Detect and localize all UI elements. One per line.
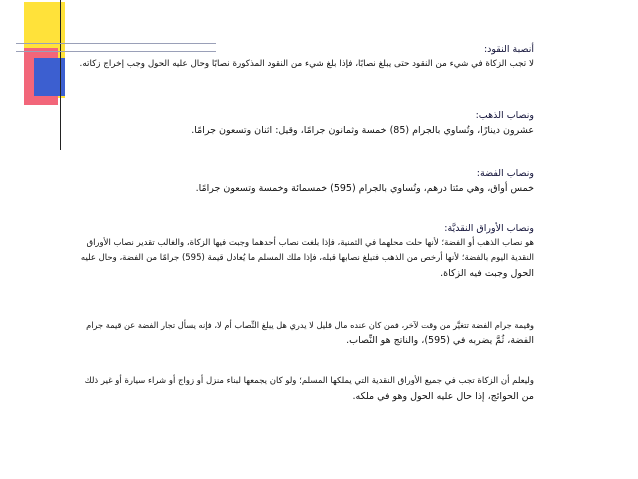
body-line: عشرون دينارًا، وتُساوي بالجرام (85) خمسة وثمانون جرامًا، وقيل: اثنان وتسعون جرامًا.: [191, 125, 534, 136]
body-line: الفضة، ثُمَّ يضربه في (595)، والناتج هو النِّصاب.: [346, 335, 534, 346]
section-title: ونصاب الفضة:: [476, 168, 534, 179]
section-gold-nisab: [74, 108, 534, 138]
section-title: ونصاب الذهب:: [475, 110, 534, 121]
section-silver-price: [74, 318, 534, 348]
body-line: هو نصاب الذهب أو الفضة؛ لأنها حلت محلهما في الثمنية، فإذا بلغت نصاب أحدهما وجبت فيها الزكاة، والغالب تقدير نصاب الأوراق: [86, 238, 534, 248]
body-line: وليعلم أن الزكاة تجب في جميع الأوراق النقدية التي يملكها المسلم؛ ولو كان يجمعها لبناء منزل أو زواج أو شراء سيارة أو غير ذلك: [84, 376, 534, 386]
body-line: وقيمة جرام الفضة تتغيَّر من وقت لآخر، فمن كان عنده مال قليل لا يدري هل يبلغ النِّصاب أم لا، فإنه يسأل تجار الفضة عن قيمة جرام: [86, 320, 534, 330]
body-line: لا تجب الزكاة في شيء من النقود حتى يبلغ نصابًا، فإذا بلغ شيء من النقود المذكورة نصابًا وحال عليه الحول وجب إخراج زكاته.: [79, 59, 534, 69]
section-paper-money-nisab: [74, 221, 534, 281]
body-line: من الحوائج، إذا حال عليه الحول وهو في ملكه.: [352, 391, 534, 402]
section-title: أنصبة النقود:: [483, 44, 534, 55]
section-all-paper-money: [74, 374, 534, 404]
vertical-line-decoration: [60, 0, 61, 150]
body-line: خمس أواق، وهي مئتا درهم، وتُساوي بالجرام (595) خمسمائة وخمسة وتسعون جرامًا.: [195, 183, 534, 194]
section-title: ونصاب الأوراق النقديَّة:: [444, 223, 534, 234]
section-currency-nisab: [74, 42, 534, 72]
body-line: النقدية اليوم بالفضة؛ لأنها أرخص من الذهب فتبلغ نصابها قبله، فإذا ملك المسلم ما يُعادل قيمة (595) جرامًا من الفضة، وحال عليه: [80, 253, 534, 263]
body-line: الحول وجبت فيه الزكاة.: [440, 268, 534, 279]
section-silver-nisab: [74, 166, 534, 196]
